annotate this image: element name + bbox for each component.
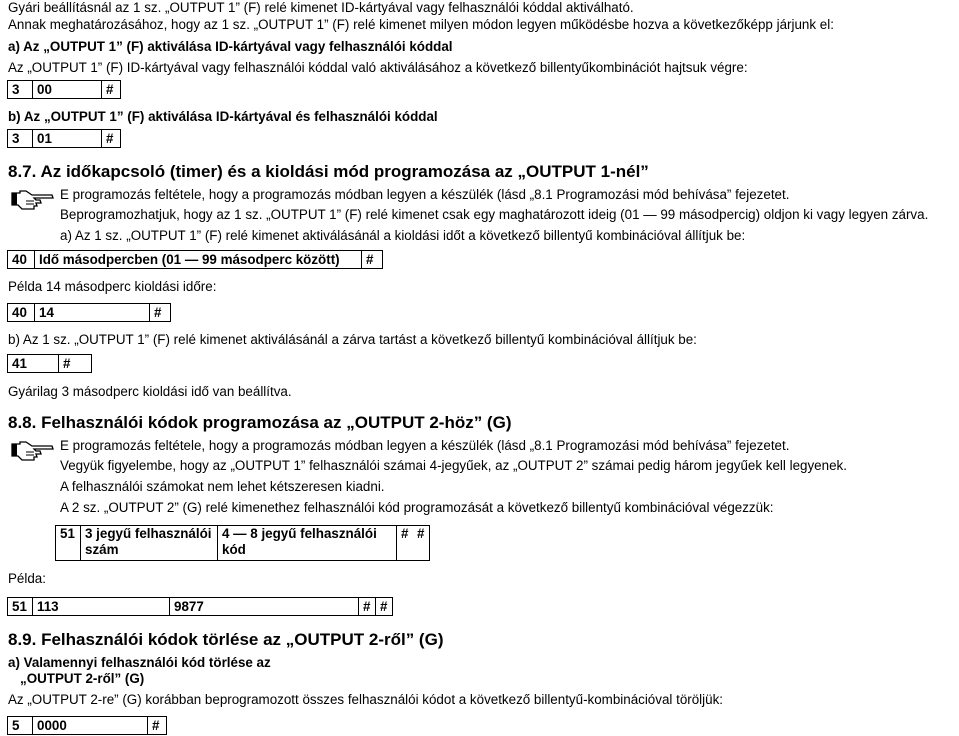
code-table-3-01 (7, 129, 121, 148)
code-cell: 51 (8, 598, 33, 616)
section-8-8-p4: A 2 sz. „OUTPUT 2” (G) relé kimenethez felhasználói kód programozását a következő billentyű kombinációval végezzük: (60, 500, 774, 515)
section-8-9-heading-a: a) Valamennyi felhasználói kód törlése az (8, 655, 271, 670)
code-cell: 41 (8, 355, 59, 373)
section-8-8-p2: Vegyük figyelembe, hogy az „OUTPUT 1” felhasználói számai 4-jegyűek, az „OUTPUT 2” számai pedig három jegyűek kell legyenek. (60, 458, 847, 473)
code-cell: 3 jegyű felhasználói szám (81, 526, 218, 561)
section-8-7-p5: Gyárilag 3 másodperc kioldási idő van beállítva. (8, 384, 292, 399)
section-b-heading: b) Az „OUTPUT 1” (F) aktiválása ID-kártyával és felhasználói kóddal (8, 109, 438, 124)
section-8-9-text: Az „OUTPUT 2-re” (G) korábban beprogramozott összes felhasználói kódot a következő billentyű-kombinációval töröljük: (8, 692, 723, 707)
code-table-3-00 (7, 80, 121, 99)
code-cell: # (413, 526, 430, 561)
code-cell: # (397, 526, 414, 561)
code-cell: 3 (8, 130, 33, 148)
code-cell: 3 (8, 81, 33, 99)
code-cell: # (148, 717, 167, 735)
intro-line-2: Annak meghatározásához, hogy az 1 sz. „OUTPUT 1” (F) relé kimenet milyen módon legyen működésbe hozva a következőképp járjunk el: (8, 17, 834, 32)
code-cell: 51 (56, 526, 81, 561)
section-8-7-p2: Beprogramozhatjuk, hogy az 1 sz. „OUTPUT 1” (F) relé kimenet csak egy maghatározott ideig (01 — 99 másodpercig) oldjon ki vagy legyen zárva. (60, 207, 929, 222)
section-8-7-title: 8.7. Az időkapcsoló (timer) és a kioldási mód programozása az „OUTPUT 1-nél” (8, 162, 649, 181)
code-cell: 113 (33, 598, 170, 616)
section-8-8-title: 8.8. Felhasználói kódok programozása az „OUTPUT 2-höz” (G) (8, 413, 512, 432)
section-8-7-p4: b) Az 1 sz. „OUTPUT 1” (F) relé kimenet aktiválásánál a zárva tartást a következő billentyű kombinációval állítjuk be: (8, 332, 697, 347)
section-8-8-p1: E programozás feltétele, hogy a programozás módban legyen a készülék (lásd „8.1 Programozási mód behívása” fejezetet. (60, 438, 790, 453)
section-8-7-p3: a) Az 1 sz. „OUTPUT 1” (F) relé kimenet aktiválásánál a kioldási időt a következő billentyű kombinációval állítjuk be: (60, 228, 746, 243)
code-cell: 40 (8, 304, 35, 322)
code-cell: 40 (8, 251, 35, 269)
section-a-text: Az „OUTPUT 1” (F) ID-kártyával vagy felhasználói kóddal való aktiválásához a következő billentyűkombinációt hajtsuk végre: (8, 60, 748, 75)
code-cell: # (150, 304, 171, 322)
code-table-51-example (7, 597, 393, 616)
code-table-40-14 (7, 303, 171, 322)
section-8-9-title: 8.9. Felhasználói kódok törlése az „OUTPUT 2-ről” (G) (8, 630, 444, 649)
code-table-40-time (7, 250, 383, 269)
code-cell: 0000 (33, 717, 148, 735)
code-cell: 5 (8, 717, 33, 735)
code-table-5-0000 (7, 716, 167, 735)
code-cell: # (102, 81, 121, 99)
code-cell: # (362, 251, 383, 269)
code-cell: 00 (33, 81, 102, 99)
intro-line-1: Gyári beállításnál az 1 sz. „OUTPUT 1” (F) relé kimenet ID-kártyával vagy felhasználói kóddal aktiválható. (8, 0, 634, 15)
code-table-51-format (55, 525, 430, 561)
code-cell: # (59, 355, 92, 373)
code-table-41 (7, 354, 92, 373)
section-8-7-p1: E programozás feltétele, hogy a programozás módban legyen a készülék (lásd „8.1 Programozási mód behívása” fejezetet. (60, 187, 790, 202)
pointing-hand-icon (10, 187, 56, 213)
code-cell: 9877 (170, 598, 359, 616)
pointing-hand-icon (10, 438, 56, 464)
section-a-heading: a) Az „OUTPUT 1” (F) aktiválása ID-kártyával vagy felhasználói kóddal (8, 39, 453, 54)
code-cell: 4 — 8 jegyű felhasználói kód (218, 526, 397, 561)
example-label-14s: Példa 14 másodperc kioldási időre: (8, 279, 217, 294)
code-cell: # (376, 598, 393, 616)
code-cell: 01 (33, 130, 102, 148)
section-8-9-heading-a-2: „OUTPUT 2-ről” (G) (20, 671, 145, 686)
code-cell: # (359, 598, 376, 616)
example-label: Példa: (8, 571, 46, 586)
code-cell: Idő másodpercben (01 — 99 másodperc között) (35, 251, 362, 269)
code-cell: 14 (35, 304, 150, 322)
code-cell: # (102, 130, 121, 148)
section-8-8-p3: A felhasználói számokat nem lehet kétszeresen kiadni. (60, 479, 385, 494)
